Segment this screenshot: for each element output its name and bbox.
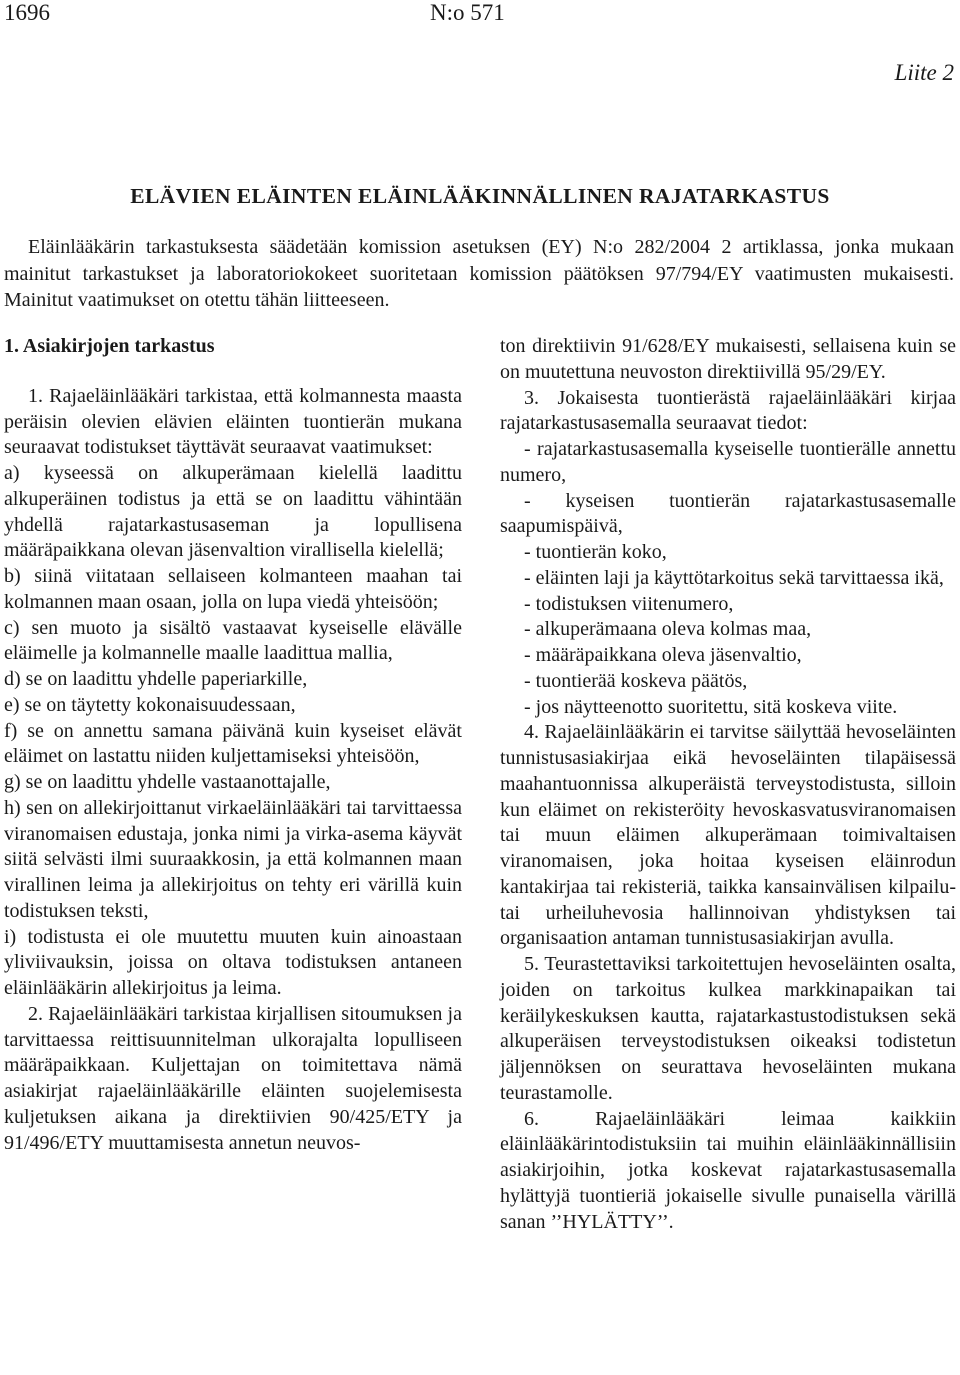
right-column <box>500 334 956 1235</box>
page-number: 1696 <box>4 0 50 25</box>
list-item: i) todistusta ei ole muutettu muuten kuin ainoastaan yliviivauksin, joissa on oltava todistuksen antaneen eläinlääkärin allekirjoitus ja leima. <box>4 925 462 999</box>
list-item: - alkuperämaana oleva kolmas maa, <box>524 618 812 641</box>
list-item: a) kyseessä on alkuperämaan kielellä laadittu alkuperäinen todistus ja että se on laadittu vähintään yhdellä rajatarkastusaseman ja lopullisena määräpaikkana olevan jäsenvaltion virallisella kielellä; <box>4 462 462 562</box>
list-item: - rajatarkastusasemalla kyseiselle tuontierälle annettu numero, <box>500 438 956 486</box>
intro-block <box>4 234 954 314</box>
list-item: - tuontierän koko, <box>524 541 667 563</box>
paragraph: 3. Jokaisesta tuontierästä rajaeläinlääkäri kirjaa rajatarkastusasemalla seuraavat tiedot: <box>500 386 956 435</box>
list-item: e) se on täytetty kokonaisuudessaan, <box>4 693 296 716</box>
list-item: f) se on annettu samana päivänä kuin kyseiset elävät eläimet on lastattu niiden kuljettamiseksi yhteisöön, <box>4 719 462 768</box>
document-title: ELÄVIEN ELÄINTEN ELÄINLÄÄKINNÄLLINEN RAJATARKASTUS <box>130 184 830 208</box>
intro-paragraph: Eläinlääkärin tarkastuksesta säädetään komission asetuksen (EY) N:o 282/2004 2 artiklassa, jonka mukaan mainitut tarkastukset ja laboratoriokokeet suoritetaan komission päätöksen 97/794/EY vaatimusten mukaisesti. Mainitut vaatimukset on otettu tähän liitteeseen. <box>4 236 954 311</box>
paragraph: 4. Rajaeläinlääkärin ei tarvitse säilyttää hevoseläinten tunnistusasiakirjaa eikä hevoseläinten tilapäisessä maahantuonnissa alkuperäistä terveystodistusta, silloin kun eläimet on rekisteröity hevoskasvatusviranomaisen tai muun eläimen alkuperämaan toimivaltaisen viranomaisen, joka hoitaa kyseisen eläinrodun kantakirjaa tai rekisteriä, taikka kansainvälisen kilpailu- tai urheiluhevosia hallinnoivan yhdistyksen tai organisaation antaman tunnistusasiakirjan avulla. <box>500 721 956 950</box>
list-item: b) siinä viitataan sellaiseen kolmanteen maahan tai kolmannen maan osaan, jolla on lupa viedä yhteisöön; <box>4 565 462 613</box>
list-item: - määräpaikkana oleva jäsenvaltio, <box>524 644 802 666</box>
list-item: - todistuksen viitenumero, <box>524 592 734 615</box>
paragraph: 6. Rajaeläinlääkäri leimaa kaikkiin eläinlääkärintodistuksiin tai muihin eläinlääkinnällisiin asiakirjoihin, jotka koskevat rajatarkastusasemalla hylättyjä tuontieriä jokaiselle sivulle punaisella värillä sanan ’’HYLÄTTY’’. <box>500 1107 956 1233</box>
issue-number: N:o 571 <box>430 0 505 25</box>
list-item: - eläinten laji ja käyttötarkoitus sekä tarvittaessa ikä, <box>524 566 944 589</box>
paragraph: ton direktiivin 91/628/EY mukaisesti, sellaisena kuin se on muutettuna neuvoston direktiivillä 95/29/EY. <box>500 335 956 383</box>
paragraph: 5. Teurastettaviksi tarkoitettujen hevoseläinten osalta, joiden on tarkoitus kulkea markkinapaikan tai keräilykeskuksen kautta, rajatarkastustodistuksen sekä alkuperäisen terveystodistuksen oikeaksi todistetun jäljennöksen on seurattava hevoseläinten mukana teurastamolle. <box>500 953 956 1104</box>
appendix-label: Liite 2 <box>894 60 954 85</box>
list-item: h) sen on allekirjoittanut virkaeläinlääkäri tai tarvittaessa viranomaisen edustaja, jonka nimi ja virka-asema käyvät siitä selvästi ilmi suuraakkosin, ja että kolmannen maan virallinen leima ja allekirjoitus on tehty eri värillä kuin todistuksen teksti, <box>4 796 462 922</box>
paragraph: 2. Rajaeläinlääkäri tarkistaa kirjallisen sitoumuksen ja tarvittaessa reittisuunnitelman ulkorajalta lopulliseen määräpaikkaan. Kuljettajan on toimitettava nämä asiakirjat rajaeläinlääkärille eläinten suojelemisesta kuljetuksen aikana ja direktiivien 90/425/ETY ja 91/496/ETY muuttamisesta annetun neuvos- <box>4 1002 462 1154</box>
list-item: - jos näytteenotto suoritettu, sitä koskeva viite. <box>524 695 898 718</box>
paragraph: 1. Rajaeläinlääkäri tarkistaa, että kolmannesta maasta peräisin olevien elävien eläinten tuontierän mukana seuraavat todistukset täyttävät seuraavat vaatimukset: <box>4 384 462 459</box>
section-heading: 1. Asiakirjojen tarkastus <box>4 335 215 357</box>
list-item: - tuontierää koskeva päätös, <box>524 669 748 692</box>
list-item: - kyseisen tuontierän rajatarkastusasemalle saapumispäivä, <box>500 489 956 538</box>
left-column <box>4 334 462 1156</box>
list-item: d) se on laadittu yhdelle paperiarkille, <box>4 668 308 690</box>
list-item: g) se on laadittu yhdelle vastaanottajalle, <box>4 771 331 793</box>
list-item: c) sen muoto ja sisältö vastaavat kyseiselle elävälle eläimelle ja kolmannelle maalle laadittua mallia, <box>4 616 462 665</box>
